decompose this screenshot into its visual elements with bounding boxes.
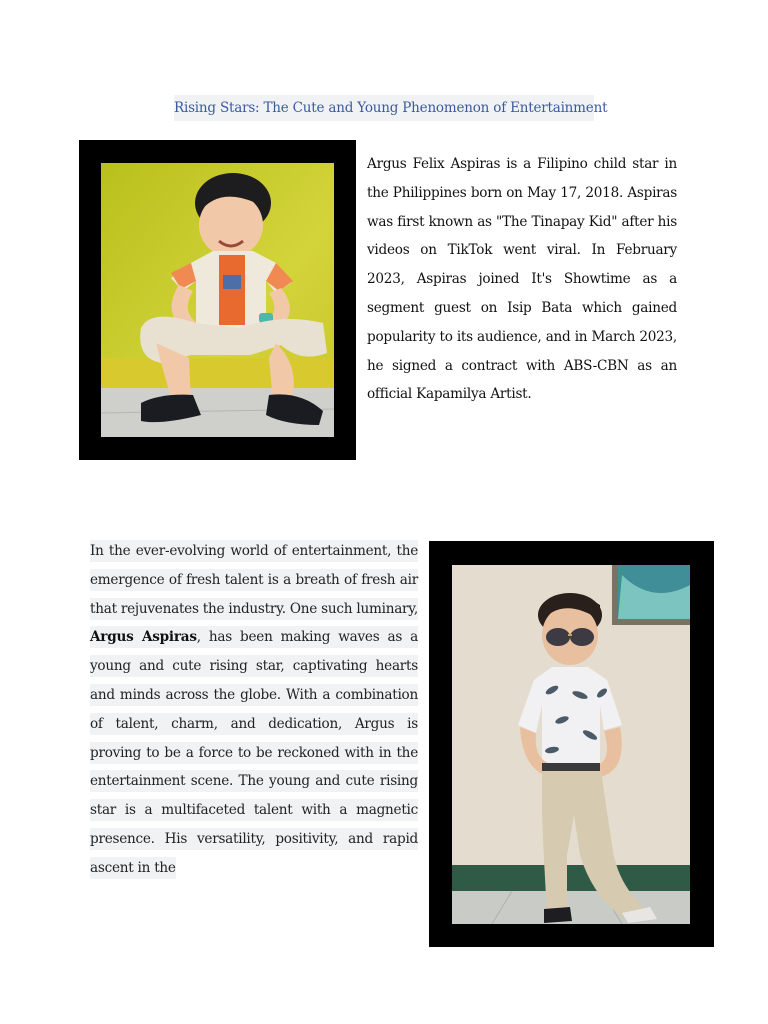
body-text-before: In the ever-evolving world of entertainment, the emergence of fresh talent is a breath of fresh air that rejuvenates the industry. One such luminary, [90, 543, 418, 617]
photo-frame-1 [79, 140, 356, 460]
article-title: Rising Stars: The Cute and Young Phenomenon of Entertainment [174, 95, 594, 121]
photo-child-sitting [101, 163, 334, 437]
body-text-highlight [90, 540, 418, 879]
highlighted-name: Argus Aspiras [90, 629, 197, 646]
body-text-after: , has been making waves as a young and cute rising star, captivating hearts and minds across the globe. With a combination of talent, charm, and dedication, Argus is proving to be a force to be reckoned with in the entertainment scene. The young and cute rising star is a multifaceted talent with a magnetic presence. His versatility, positivity, and rapid ascent in the [90, 629, 418, 876]
body-paragraph [90, 537, 418, 883]
intro-paragraph: Argus Felix Aspiras is a Filipino child star in the Philippines born on May 17, 2018. Aspiras was first known as "The Tinapay Kid" after his videos on TikTok went viral. In February 2023, Aspiras joined It's Showtime as a segment guest on Isip Bata which gained popularity to its audience, and in March 2023, he signed a contract with ABS-CBN as an official Kapamilya Artist. [367, 156, 677, 403]
photo-child-standing [452, 565, 690, 924]
photo-frame-2 [429, 541, 714, 947]
